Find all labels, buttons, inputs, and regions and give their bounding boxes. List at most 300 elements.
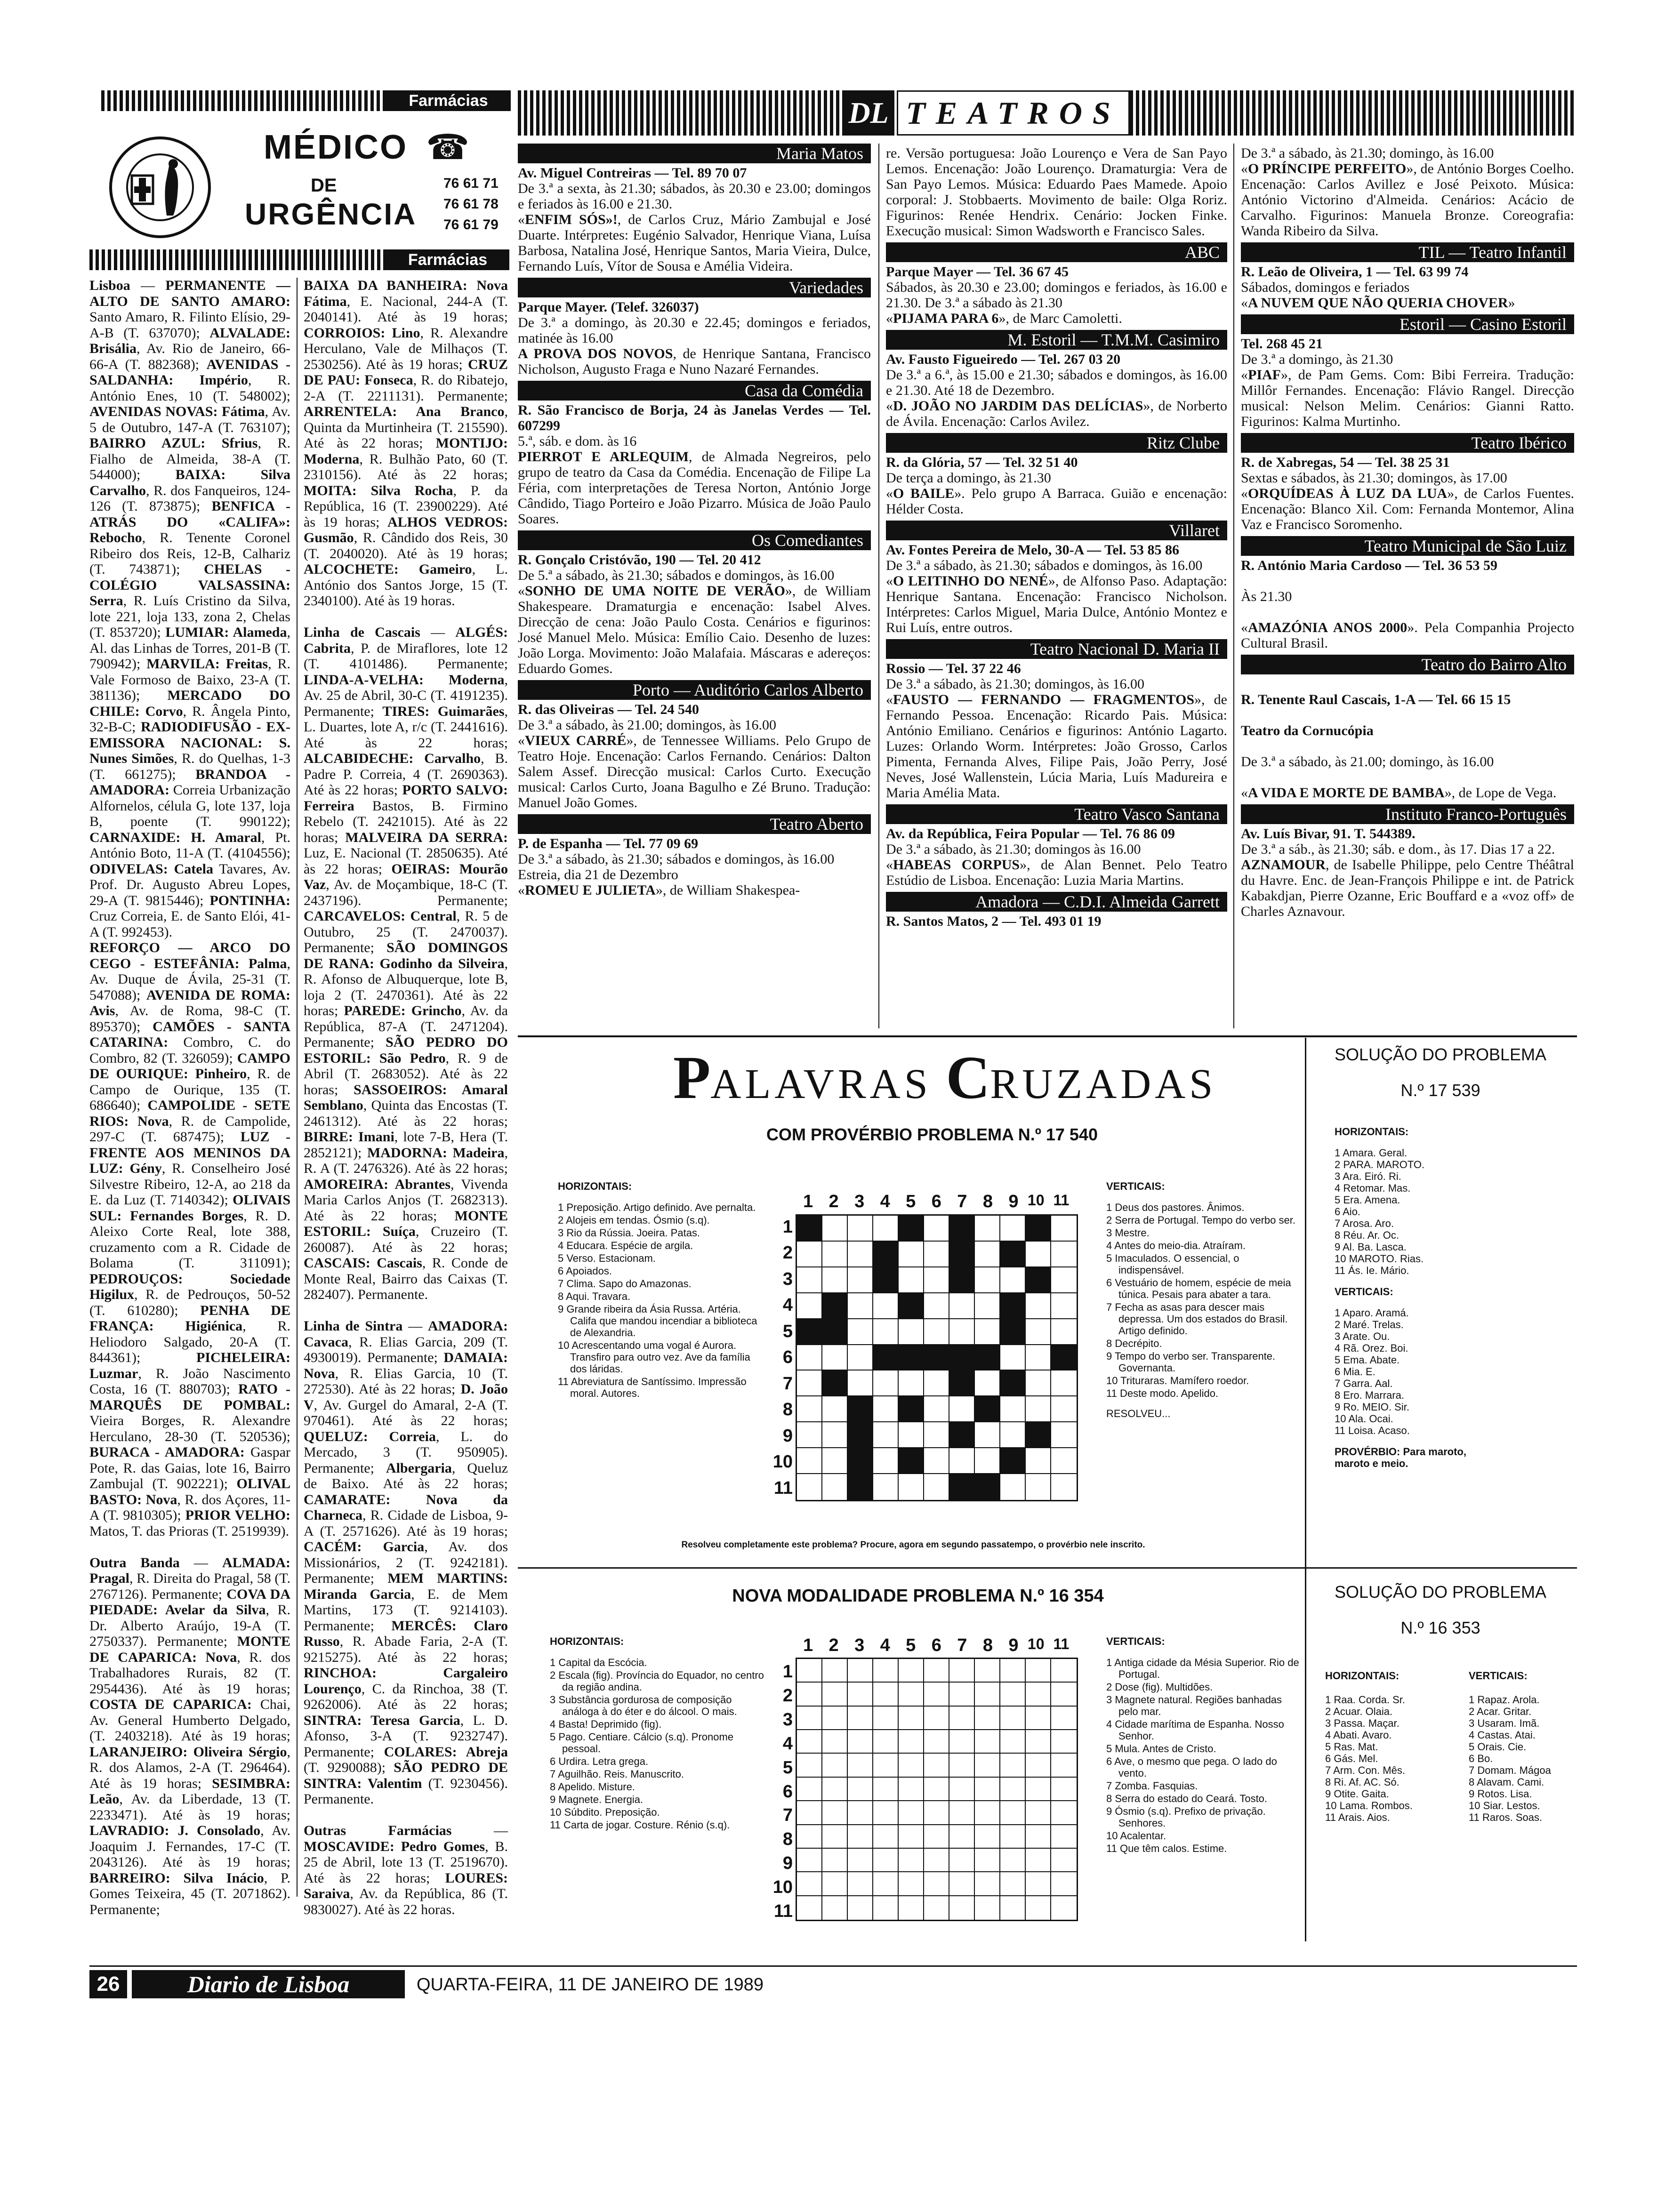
verticais-label: VERTICAIS: — [1335, 1286, 1393, 1298]
grid-cell[interactable] — [822, 1707, 848, 1730]
grid-cell[interactable] — [797, 1754, 822, 1777]
grid-black-cell — [848, 1448, 873, 1474]
grid-cell[interactable] — [1000, 1730, 1026, 1754]
grid-cell[interactable] — [975, 1370, 1000, 1396]
clue-item: 11 Loisa. Acaso. — [1335, 1425, 1410, 1436]
grid-cell[interactable] — [975, 1242, 1000, 1267]
grid-cell[interactable] — [822, 1448, 848, 1474]
solution-2-horizontais — [1325, 1670, 1452, 1823]
grid-cell[interactable] — [797, 1370, 822, 1396]
grid-cell[interactable] — [848, 1370, 873, 1396]
grid-cell[interactable] — [949, 1896, 975, 1920]
grid-cell[interactable] — [797, 1872, 822, 1896]
grid-cell[interactable] — [873, 1422, 899, 1448]
grid-cell[interactable] — [899, 1707, 924, 1730]
grid-cell[interactable] — [1051, 1730, 1077, 1754]
grid-black-cell — [975, 1396, 1000, 1422]
grid-cell[interactable] — [1026, 1396, 1051, 1422]
phone-3: 76 61 79 — [443, 217, 499, 232]
clue-item: 2 Serra de Portugal. Tempo do verbo ser. — [1106, 1214, 1295, 1226]
title-initial-p: P — [673, 1044, 711, 1112]
grid-cell[interactable] — [1026, 1319, 1051, 1345]
grid-cell[interactable] — [1051, 1242, 1077, 1267]
grid-cell[interactable] — [848, 1267, 873, 1293]
grid-cell[interactable] — [949, 1707, 975, 1730]
grid-row-number: 11 — [773, 1901, 793, 1922]
grid-cell[interactable] — [924, 1242, 949, 1267]
grid-cell[interactable] — [1026, 1825, 1051, 1849]
grid-cell[interactable] — [899, 1801, 924, 1825]
grid-cell[interactable] — [1051, 1267, 1077, 1293]
grid-cell[interactable] — [1051, 1825, 1077, 1849]
grid-cell[interactable] — [873, 1825, 899, 1849]
grid-column-number: 8 — [982, 1635, 993, 1655]
grid-column-number: 5 — [906, 1192, 916, 1211]
grid-cell[interactable] — [848, 1683, 873, 1706]
footer-rule — [89, 1965, 1577, 1967]
grid-cell[interactable] — [848, 1872, 873, 1896]
grid-cell[interactable] — [1026, 1448, 1051, 1474]
grid-row-number: 6 — [782, 1347, 793, 1368]
grid-cell[interactable] — [975, 1293, 1000, 1319]
grid-cell[interactable] — [873, 1730, 899, 1754]
grid-row-number: 9 — [782, 1426, 793, 1446]
grid-cell[interactable] — [797, 1474, 822, 1500]
grid-cell[interactable] — [1051, 1801, 1077, 1825]
clue-item: 9 Al. Ba. Lasca. — [1335, 1241, 1407, 1253]
clue-item: 3 Rio da Rússia. Joeira. Patas. — [558, 1227, 700, 1239]
grid-cell[interactable] — [1026, 1754, 1051, 1777]
grid-cell[interactable] — [949, 1396, 975, 1422]
grid-cell[interactable] — [822, 1896, 848, 1920]
grid-cell[interactable] — [873, 1319, 899, 1345]
clue-item: 4 Retomar. Mas. — [1335, 1182, 1411, 1194]
grid-cell[interactable] — [797, 1849, 822, 1872]
grid-black-cell — [899, 1396, 924, 1422]
grid-black-cell — [797, 1319, 822, 1345]
grid-cell[interactable] — [899, 1825, 924, 1849]
proverbio-answer: PROVÉRBIO: Para maroto, maroto e meio. — [1335, 1446, 1466, 1469]
grid-cell[interactable] — [848, 1659, 873, 1683]
grid-cell[interactable] — [848, 1754, 873, 1777]
theatre-listing: R. Tenente Raul Cascais, 1-A — Tel. 66 15 15 Teatro da Cornucópia De 3.ª a sábado, às 21.00; domingo, às 16.00 «A VIDA E MORTE DE BAMBA», de Lope de Vega. — [1241, 692, 1557, 801]
grid-cell[interactable] — [797, 1267, 822, 1293]
grid-cell[interactable] — [924, 1396, 949, 1422]
grid-cell[interactable] — [797, 1242, 822, 1267]
grid-cell[interactable] — [1000, 1801, 1026, 1825]
grid-cell[interactable] — [1026, 1872, 1051, 1896]
grid-cell[interactable] — [1051, 1216, 1077, 1242]
grid-cell[interactable] — [975, 1683, 1000, 1706]
grid-cell[interactable] — [899, 1683, 924, 1706]
grid-column-number: 2 — [828, 1635, 839, 1655]
grid-cell[interactable] — [848, 1216, 873, 1242]
grid-cell[interactable] — [1051, 1422, 1077, 1448]
grid-cell[interactable] — [797, 1778, 822, 1801]
grid-cell[interactable] — [1000, 1707, 1026, 1730]
theatre-listing: Av. da República, Feira Popular — Tel. 76 86 09 De 3.ª a sábado, às 21.30; domingos às 16.00 «HABEAS CORPUS», de Alan Bennet. Pelo Teatro Estúdio de Lisboa. Encenação: Luzia Maria Martins. — [886, 826, 1227, 888]
grid-cell[interactable] — [899, 1474, 924, 1500]
grid-row-number: 2 — [782, 1243, 793, 1263]
grid-black-cell — [848, 1474, 873, 1500]
grid-cell[interactable] — [873, 1707, 899, 1730]
grid-cell[interactable] — [975, 1801, 1000, 1825]
grid-cell[interactable] — [899, 1242, 924, 1267]
grid-cell[interactable] — [899, 1778, 924, 1801]
grid-cell[interactable] — [924, 1707, 949, 1730]
theatre-listing: Av. Miguel Contreiras — Tel. 89 70 07 De 3.ª a sexta, às 21.30; sábados, às 20.30 e 23.00; domingos e feriados às 16.00 e 21.30. «ENFIM SÓS»!, de Carlos Cruz, Mário Zambujal e José Duarte. Intérpretes: Eugénio Salvador, Henrique Viana, Luísa Barbosa, Natalina José, Henrique Santos, Maria Vieira, Dulce, Fernando Luís, Vítor de Sousa e Amélia Videira. — [518, 165, 871, 274]
grid-cell[interactable] — [899, 1659, 924, 1683]
theatre-listing: De 3.ª a sábado, às 21.30; domingo, às 16.00 «O PRÍNCIPE PERFEITO», de António Borges Coelho. Encenação: Carlos Avillez e José Peixoto. Música: António Victorino d'Almeida. Cenários: Acácio de Carvalho. Figurinos: Manuela Bronze. Coreografia: Wanda Ribeiro da Silva. — [1241, 145, 1574, 239]
grid-cell[interactable] — [899, 1849, 924, 1872]
grid-cell[interactable] — [797, 1293, 822, 1319]
theatre-name-bar: Maria Matos — [518, 144, 871, 163]
medico-heading: MÉDICO — [264, 128, 408, 166]
grid-cell[interactable] — [924, 1778, 949, 1801]
grid-cell[interactable] — [924, 1659, 949, 1683]
grid-cell[interactable] — [899, 1754, 924, 1777]
grid-black-cell — [1026, 1422, 1051, 1448]
theatre-name-bar: Porto — Auditório Carlos Alberto — [518, 680, 871, 700]
grid-cell[interactable] — [1026, 1370, 1051, 1396]
grid-cell[interactable] — [924, 1319, 949, 1345]
grid-cell[interactable] — [1026, 1242, 1051, 1267]
grid-cell[interactable] — [822, 1396, 848, 1422]
grid-cell[interactable] — [873, 1896, 899, 1920]
clue-item: 3 Substância gordurosa de composição análoga à do éter e do álcool. O mais. — [550, 1694, 737, 1717]
grid-cell[interactable] — [797, 1801, 822, 1825]
masthead: Diario de Lisboa — [132, 1970, 405, 1998]
grid-cell[interactable] — [899, 1370, 924, 1396]
grid-cell[interactable] — [873, 1474, 899, 1500]
grid-cell[interactable] — [1051, 1707, 1077, 1730]
grid-cell[interactable] — [873, 1801, 899, 1825]
grid-cell[interactable] — [848, 1293, 873, 1319]
grid-cell[interactable] — [1000, 1345, 1026, 1371]
grid-cell[interactable] — [975, 1659, 1000, 1683]
grid-row-number: 5 — [782, 1757, 793, 1778]
grid-cell[interactable] — [975, 1849, 1000, 1872]
grid-cell[interactable] — [924, 1872, 949, 1896]
problem-2-verticais — [1106, 1635, 1299, 1937]
grid-black-cell — [949, 1474, 975, 1500]
grid-cell[interactable] — [1000, 1474, 1026, 1500]
grid-cell[interactable] — [797, 1683, 822, 1706]
grid-row-number: 1 — [782, 1217, 793, 1237]
grid-cell[interactable] — [949, 1778, 975, 1801]
grid-cell[interactable] — [924, 1422, 949, 1448]
grid-cell[interactable] — [1051, 1754, 1077, 1777]
grid-cell[interactable] — [924, 1849, 949, 1872]
grid-cell[interactable] — [797, 1422, 822, 1448]
clue-item: 6 Urdira. Letra grega. — [550, 1755, 649, 1767]
clue-item: 7 Arosa. Aro. — [1335, 1218, 1394, 1229]
column-divider — [878, 144, 879, 1028]
clue-item: 2 Dose (fig). Multidões. — [1106, 1681, 1213, 1693]
grid-cell[interactable] — [822, 1683, 848, 1706]
grid-cell[interactable] — [899, 1730, 924, 1754]
grid-cell[interactable] — [848, 1730, 873, 1754]
grid-cell[interactable] — [873, 1659, 899, 1683]
grid-2-column-numbers — [796, 1635, 1078, 1654]
grid-cell[interactable] — [1000, 1754, 1026, 1777]
grid-cell[interactable] — [1026, 1849, 1051, 1872]
grid-cell[interactable] — [975, 1896, 1000, 1920]
grid-cell[interactable] — [848, 1896, 873, 1920]
grid-cell[interactable] — [1026, 1707, 1051, 1730]
grid-cell[interactable] — [848, 1849, 873, 1872]
theatre-name-bar: M. Estoril — T.M.M. Casimiro — [886, 330, 1227, 350]
grid-cell[interactable] — [899, 1422, 924, 1448]
clue-item: 9 Ro. MEIO. Sir. — [1335, 1401, 1409, 1413]
grid-cell[interactable] — [1000, 1825, 1026, 1849]
grid-cell[interactable] — [848, 1345, 873, 1371]
grid-cell[interactable] — [873, 1448, 899, 1474]
grid-cell[interactable] — [924, 1474, 949, 1500]
grid-cell[interactable] — [1051, 1659, 1077, 1683]
grid-cell[interactable] — [797, 1730, 822, 1754]
grid-cell[interactable] — [848, 1801, 873, 1825]
grid-row-number: 10 — [772, 1452, 793, 1472]
grid-cell[interactable] — [924, 1267, 949, 1293]
clue-item: 6 Vestuário de homem, espécie de meia túnica. Pesais para abater a tara. — [1106, 1277, 1291, 1300]
grid-cell[interactable] — [822, 1474, 848, 1500]
grid-cell[interactable] — [949, 1293, 975, 1319]
grid-cell[interactable] — [949, 1659, 975, 1683]
theatre-name-bar: Teatro Vasco Santana — [886, 804, 1227, 824]
grid-cell[interactable] — [924, 1216, 949, 1242]
grid-cell[interactable] — [1026, 1730, 1051, 1754]
grid-cell[interactable] — [873, 1396, 899, 1422]
grid-cell[interactable] — [899, 1267, 924, 1293]
grid-cell[interactable] — [949, 1849, 975, 1872]
title-initial-c: C — [946, 1044, 990, 1112]
grid-cell[interactable] — [822, 1659, 848, 1683]
grid-cell[interactable] — [1051, 1778, 1077, 1801]
grid-cell[interactable] — [975, 1422, 1000, 1448]
clue-item: 2 Maré. Trelas. — [1335, 1319, 1404, 1330]
grid-cell[interactable] — [1000, 1849, 1026, 1872]
grid-cell[interactable] — [949, 1730, 975, 1754]
crossword-grid-1[interactable] — [796, 1214, 1078, 1501]
clue-item: 5 Pago. Centiare. Cálcio (s.q). Pronome pessoal. — [550, 1731, 734, 1755]
grid-cell[interactable] — [1026, 1474, 1051, 1500]
grid-cell[interactable] — [949, 1872, 975, 1896]
grid-black-cell — [899, 1448, 924, 1474]
clue-item: 8 Réu. Ar. Oc. — [1335, 1229, 1399, 1241]
grid-cell[interactable] — [822, 1345, 848, 1371]
grid-cell[interactable] — [822, 1849, 848, 1872]
farmacias-listing-text: Lisboa — PERMANENTE — ALTO DE SANTO AMARO: Santo Amaro, R. Filinto Elísio, 29-A-B (T. 637070); ALVALADE: Brisália, Av. Rio de Janeiro, 66-66-A (T. 882368); AVENIDAS - SALDANHA: Império, R. António Enes, 10 (T. 548002); AVENIDAS NOVAS: Fátima, Av. 5 de Outubro, 147-A (T. 763107); BAIRRO AZUL: Sfrius, R. Fialho de Almeida, 38-A (T. 544000); BAIXA: Silva Carvalho, R. dos Fanqueiros, 124-126 (T. 873875); BENFICA - ATRÁS DO «CALIFA»: Rebocho, R. Tenente Coronel Ribeiro dos Reis, 12-B, Calhariz (T. 743871); CHELAS - COLÉGIO VALSASSINA: Serra, R. Luís Cristino da Silva, lote 221, loja 133, zona 2, Chelas (T. 853720); LUMIAR: Alameda, Al. das Linhas de Torres, 201-B (T. 790942); MARVILA: Freitas, R. Vale Formoso de Baixo, 23-A (T. 381136); MERCADO DO CHILE: Corvo, R. Ângela Pinto, 32-B-C; RADIODIFUSÃO - EX-EMISSORA NACIONAL: S. Nunes Simões, R. do Quelhas, 1-3 (T. 661275); BRANDOA - AMADORA: Correia Urbanização Alfornelos, célula G, lote 137, loja B, poente (T. 990122); CARNAXIDE: H. Amaral, Pt. António Boto, 11-A (T. (4104556); ODIVELAS: Catela Tavares, Av. Prof. Dr. Augusto Abreu Lopes, 29-A (T. 9815446); PONTINHA: Cruz Correia, E. de Santo Elói, 41-A (T. 992453). REFORÇO — ARCO DO CEGO - ESTEFÂNIA: Palma, Av. Duque de Ávila, 25-31 (T. 547088); AVENIDA DE ROMA: Avis, Av. de Roma, 98-C (T. 895370); CAMÕES - SANTA CATARINA: Combro, C. do Combro, 82 (T. 326059); CAMPO DE OURIQUE: Pinheiro, R. de Campo de Ourique, 135 (T. 686640); CAMPOLIDE - SETE RIOS: Nova, R. de Campolide, 297-C (T. 687475); LUZ - FRENTE AOS MENINOS DA LUZ: Gény, R. Conselheiro José Silvestre Ribeiro, 12-A, ao 218 da E. da Luz (T. 7140342); OLIVAIS SUL: Fernandes Borges, R. D. Aleixo Corte Real, lote 388, cruzamento com a R. Cidade de Bolama (T. 311091); PEDROUÇOS: Sociedade Higilux, R. de Pedrouços, 50-52 (T. 610280); PENHA DE FRANÇA: Higiénica, R. Heliodoro Salgado, 20-A (T. 844361); PICHELEIRA: Luzmar, R. João Nascimento Costa, 16 (T. 880703); RATO - MARQUÊS DE POMBAL: Vieira Borges, R. Alexandre Herculano, 28-30 (T. 520536); BURACA - AMADORA: Gaspar Pote, R. das Gaias, lote 16, Bairro Zambujal (T. 902221); OLIVAL BASTO: Nova, R. dos Açores, 11-A (T. 9810305); PRIOR VELHO: Matos, T. das Prioras (T. 2519939). Outra Banda — ALMADA: Pragal, R. Direita do Pragal, 58 (T. 2767126). Permanente; COVA DA PIEDADE: Avelar da Silva, R. Dr. Alberto Araújo, 19-A (T. 2750337). Permanente; MONTE DE CAPARICA: Nova, R. dos Trabalhadores Rurais, 82 (T. 2954436). Até às 19 horas; COSTA DE CAPARICA: Chai, Av. General Humberto Delgado, (T. 2403218). Até às 19 horas; LARANJEIRO: Oliveira Sérgio, R. dos Alamos, 2-A (T. 296464). Até às 19 horas; SESIMBRA: Leão, Av. da Liberdade, 13 (T. 2233471). Até às 19 horas; LAVRADIO: J. Consolado, Av. Joaquim J. Fernandes, 17-C (T. 2043126). Até às 19 horas; BARREIRO: Silva Inácio, P. Gomes Teixeira, 45 (T. 2071862). Permanente; — [89, 278, 291, 1917]
grid-cell[interactable] — [873, 1872, 899, 1896]
grid-cell[interactable] — [1051, 1319, 1077, 1345]
clue-item: 10 Trituraras. Mamífero roedor. — [1106, 1375, 1249, 1387]
grid-cell[interactable] — [975, 1730, 1000, 1754]
grid-cell[interactable] — [975, 1448, 1000, 1474]
grid-cell[interactable] — [1051, 1370, 1077, 1396]
grid-cell[interactable] — [1000, 1778, 1026, 1801]
grid-cell[interactable] — [822, 1754, 848, 1777]
clue-item: 5 Ema. Abate. — [1335, 1354, 1400, 1366]
teatros-column-3 — [1241, 144, 1574, 1038]
grid-cell[interactable] — [975, 1216, 1000, 1242]
grid-cell[interactable] — [1051, 1474, 1077, 1500]
grid-cell[interactable] — [822, 1242, 848, 1267]
grid-cell[interactable] — [1051, 1396, 1077, 1422]
grid-cell[interactable] — [797, 1659, 822, 1683]
problem-2-title: NOVA MODALIDADE PROBLEMA N.º 16 354 — [732, 1586, 1104, 1606]
grid-cell[interactable] — [797, 1396, 822, 1422]
clue-item: 1 Deus dos pastores. Ânimos. — [1106, 1202, 1245, 1213]
grid-cell[interactable] — [1051, 1293, 1077, 1319]
grid-black-cell — [949, 1345, 975, 1371]
grid-cell[interactable] — [924, 1754, 949, 1777]
theatre-listing: Parque Mayer — Tel. 36 67 45 Sábados, às 20.30 e 23.00; domingos e feriados, às 16.00 e 21.30. De 3.ª a sábado às 21.30 «PIJAMA PARA 6», de Marc Camoletti. — [886, 264, 1227, 326]
grid-cell[interactable] — [975, 1267, 1000, 1293]
grid-column-number: 10 — [1027, 1192, 1045, 1209]
grid-cell[interactable] — [1026, 1683, 1051, 1706]
grid-cell[interactable] — [797, 1345, 822, 1371]
grid-cell[interactable] — [975, 1825, 1000, 1849]
grid-cell[interactable] — [1051, 1849, 1077, 1872]
grid-cell[interactable] — [797, 1896, 822, 1920]
grid-cell[interactable] — [975, 1754, 1000, 1777]
horizontais-label: HORIZONTAIS: — [558, 1180, 632, 1192]
grid-cell[interactable] — [822, 1422, 848, 1448]
grid-cell[interactable] — [848, 1707, 873, 1730]
grid-column-number: 6 — [931, 1192, 941, 1211]
grid-black-cell — [1051, 1345, 1077, 1371]
grid-cell[interactable] — [848, 1319, 873, 1345]
solution-1-title: SOLUÇÃO DO PROBLEMA — [1334, 1045, 1547, 1064]
grid-cell[interactable] — [899, 1319, 924, 1345]
title-word-2: RUZADAS — [990, 1061, 1217, 1107]
grid-cell[interactable] — [1000, 1872, 1026, 1896]
grid-cell[interactable] — [822, 1872, 848, 1896]
theatre-listing: Av. Fausto Figueiredo — Tel. 267 03 20 De 3.ª a 6.ª, às 15.00 e 21.30; sábados e domingos, às 16.00 e 21.30. Até 18 de Dezembro. «D. JOÃO NO JARDIM DAS DELÍCIAS», de Norberto de Ávila. Encenação: Carlos Avilez. — [886, 352, 1227, 429]
grid-cell[interactable] — [873, 1370, 899, 1396]
grid-cell[interactable] — [924, 1896, 949, 1920]
theatre-name-bar: Teatro Aberto — [518, 814, 871, 834]
grid-1-column-numbers — [796, 1192, 1078, 1210]
clue-item: 11 Deste modo. Apelido. — [1106, 1387, 1219, 1399]
clue-item: 7 Fecha as asas para descer mais depressa. Um dos estados do Brasil. Artigo definido. — [1106, 1301, 1288, 1337]
grid-cell[interactable] — [924, 1801, 949, 1825]
grid-cell[interactable] — [873, 1849, 899, 1872]
grid-cell[interactable] — [873, 1293, 899, 1319]
grid-cell[interactable] — [1000, 1216, 1026, 1242]
grid-cell[interactable] — [975, 1707, 1000, 1730]
column-divider — [1305, 1038, 1306, 1941]
clue-item: 3 Magnete natural. Regiões banhadas pelo mar. — [1106, 1694, 1282, 1717]
grid-cell[interactable] — [873, 1754, 899, 1777]
grid-cell[interactable] — [848, 1242, 873, 1267]
resolveu-label: RESOLVEU... — [1106, 1408, 1171, 1419]
grid-cell[interactable] — [1051, 1448, 1077, 1474]
grid-cell[interactable] — [924, 1293, 949, 1319]
theatre-name-bar: Variedades — [518, 278, 871, 297]
clue-item: 7 Aguilhão. Reis. Manuscrito. — [550, 1768, 684, 1780]
grid-cell[interactable] — [1026, 1896, 1051, 1920]
grid-cell[interactable] — [975, 1872, 1000, 1896]
clue-item: 5 Verso. Estacionam. — [558, 1252, 656, 1264]
grid-column-number: 3 — [854, 1192, 865, 1211]
grid-cell[interactable] — [1026, 1345, 1051, 1371]
grid-cell[interactable] — [1051, 1683, 1077, 1706]
grid-black-cell — [873, 1345, 899, 1371]
grid-cell[interactable] — [797, 1707, 822, 1730]
grid-cell[interactable] — [848, 1778, 873, 1801]
grid-cell[interactable] — [924, 1825, 949, 1849]
grid-cell[interactable] — [1026, 1778, 1051, 1801]
grid-black-cell — [975, 1474, 1000, 1500]
grid-cell[interactable] — [822, 1267, 848, 1293]
grid-cell[interactable] — [949, 1801, 975, 1825]
grid-cell[interactable] — [1000, 1267, 1026, 1293]
grid-cell[interactable] — [949, 1683, 975, 1706]
grid-cell[interactable] — [822, 1216, 848, 1242]
grid-cell[interactable] — [797, 1448, 822, 1474]
theatre-name-bar: Estoril — Casino Estoril — [1241, 314, 1574, 334]
grid-cell[interactable] — [873, 1683, 899, 1706]
grid-cell[interactable] — [949, 1754, 975, 1777]
theatre-name-bar: Teatro Nacional D. Maria II — [886, 639, 1227, 659]
farmacias-subheader-label: Farmácias — [386, 249, 509, 270]
grid-row-number: 6 — [782, 1781, 793, 1802]
grid-black-cell — [949, 1370, 975, 1396]
grid-cell[interactable] — [899, 1896, 924, 1920]
grid-cell[interactable] — [1000, 1422, 1026, 1448]
grid-cell[interactable] — [899, 1872, 924, 1896]
grid-cell[interactable] — [1000, 1683, 1026, 1706]
grid-cell[interactable] — [873, 1778, 899, 1801]
grid-cell[interactable] — [848, 1825, 873, 1849]
grid-black-cell — [873, 1242, 899, 1267]
grid-cell[interactable] — [822, 1730, 848, 1754]
grid-cell[interactable] — [1000, 1896, 1026, 1920]
grid-cell[interactable] — [975, 1319, 1000, 1345]
column-divider — [1233, 144, 1234, 1028]
grid-cell[interactable] — [1026, 1659, 1051, 1683]
grid-cell[interactable] — [1026, 1801, 1051, 1825]
grid-cell[interactable] — [949, 1319, 975, 1345]
crossword-grid-2[interactable] — [796, 1658, 1078, 1921]
section-rule — [518, 1567, 1577, 1569]
grid-cell[interactable] — [924, 1730, 949, 1754]
grid-row-number: 8 — [782, 1400, 793, 1420]
grid-cell[interactable] — [924, 1448, 949, 1474]
grid-cell[interactable] — [1051, 1896, 1077, 1920]
grid-cell[interactable] — [1000, 1659, 1026, 1683]
clue-item: 4 Rã. Orez. Boi. — [1335, 1342, 1408, 1354]
grid-cell[interactable] — [1000, 1396, 1026, 1422]
grid-black-cell — [1000, 1293, 1026, 1319]
grid-cell[interactable] — [797, 1825, 822, 1849]
grid-cell[interactable] — [873, 1216, 899, 1242]
grid-cell[interactable] — [949, 1448, 975, 1474]
grid-cell[interactable] — [949, 1825, 975, 1849]
grid-cell[interactable] — [1051, 1872, 1077, 1896]
grid-cell[interactable] — [822, 1825, 848, 1849]
theatre-name-bar: Teatro do Bairro Alto — [1241, 655, 1574, 674]
farmacias-column-1 — [89, 278, 291, 1917]
grid-cell[interactable] — [924, 1683, 949, 1706]
grid-cell[interactable] — [924, 1370, 949, 1396]
grid-cell[interactable] — [822, 1801, 848, 1825]
grid-cell[interactable] — [822, 1778, 848, 1801]
grid-cell[interactable] — [975, 1778, 1000, 1801]
grid-cell[interactable] — [1026, 1293, 1051, 1319]
